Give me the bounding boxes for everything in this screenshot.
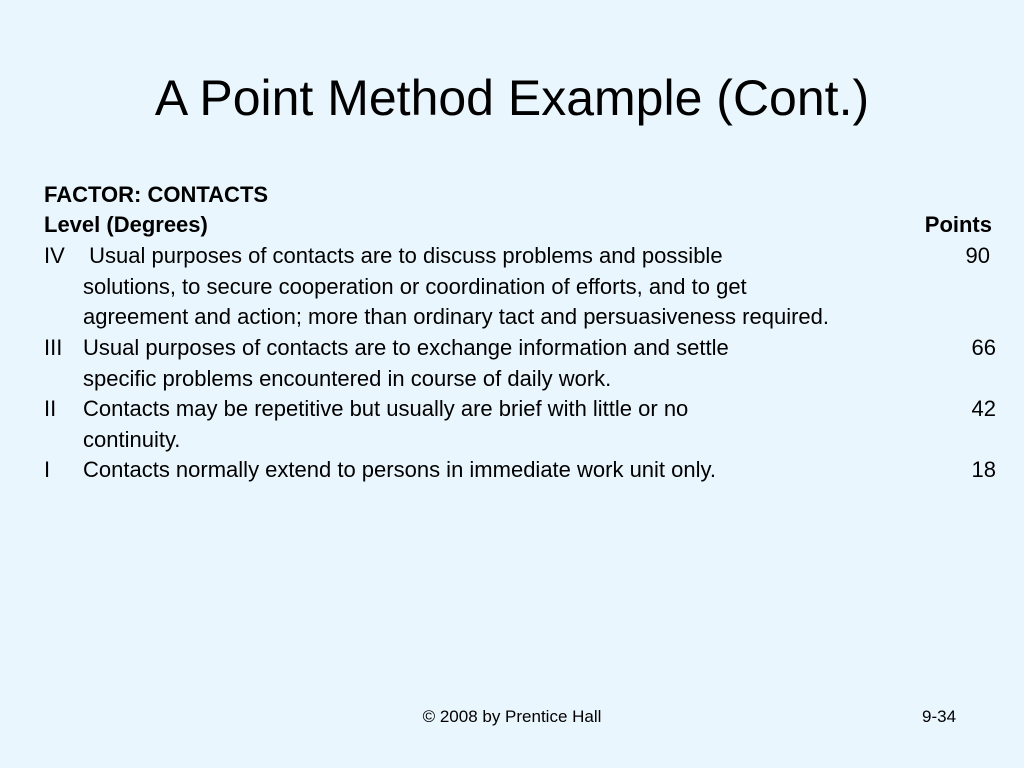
level-row-iii: [44, 333, 996, 394]
level-description: [83, 394, 953, 455]
footer-copyright: © 2008 by Prentice Hall: [422, 707, 602, 726]
slide-page-number: 9-34: [922, 707, 957, 726]
level-numeral: I: [44, 457, 51, 482]
factor-heading: FACTOR: CONTACTS: [44, 182, 269, 207]
description-line: solutions, to secure cooperation or coordination of efforts, and to get: [83, 273, 747, 299]
level-points: 18: [971, 457, 996, 482]
description-line: agreement and action; more than ordinary tact and persuasiveness required.: [83, 304, 829, 329]
level-row-ii: [44, 394, 996, 455]
description-line: Usual purposes of contacts are to exchange information and settle: [83, 335, 729, 360]
level-numeral: IV: [44, 243, 65, 268]
level-numeral: II: [44, 396, 57, 421]
level-points: 90: [965, 243, 990, 268]
level-points: 66: [971, 335, 996, 360]
description-line: continuity.: [83, 426, 181, 452]
level-points: 42: [971, 396, 996, 421]
level-column-header: Level (Degrees): [44, 212, 208, 237]
level-description: [83, 333, 953, 394]
level-description: [83, 455, 953, 486]
level-numeral: III: [44, 335, 63, 360]
description-line: Usual purposes of contacts are to discuss problems and possible: [83, 243, 723, 268]
points-column-header: Points: [924, 212, 992, 237]
description-line: Contacts may be repetitive but usually are brief with little or no: [83, 396, 689, 421]
description-line: specific problems encountered in course of daily work.: [83, 365, 612, 391]
level-description: [83, 241, 953, 333]
slide-title: A Point Method Example (Cont.): [154, 70, 870, 126]
level-row-iv: [44, 241, 996, 333]
level-row-i: [44, 455, 996, 486]
description-line: Contacts normally extend to persons in immediate work unit only.: [83, 457, 716, 482]
